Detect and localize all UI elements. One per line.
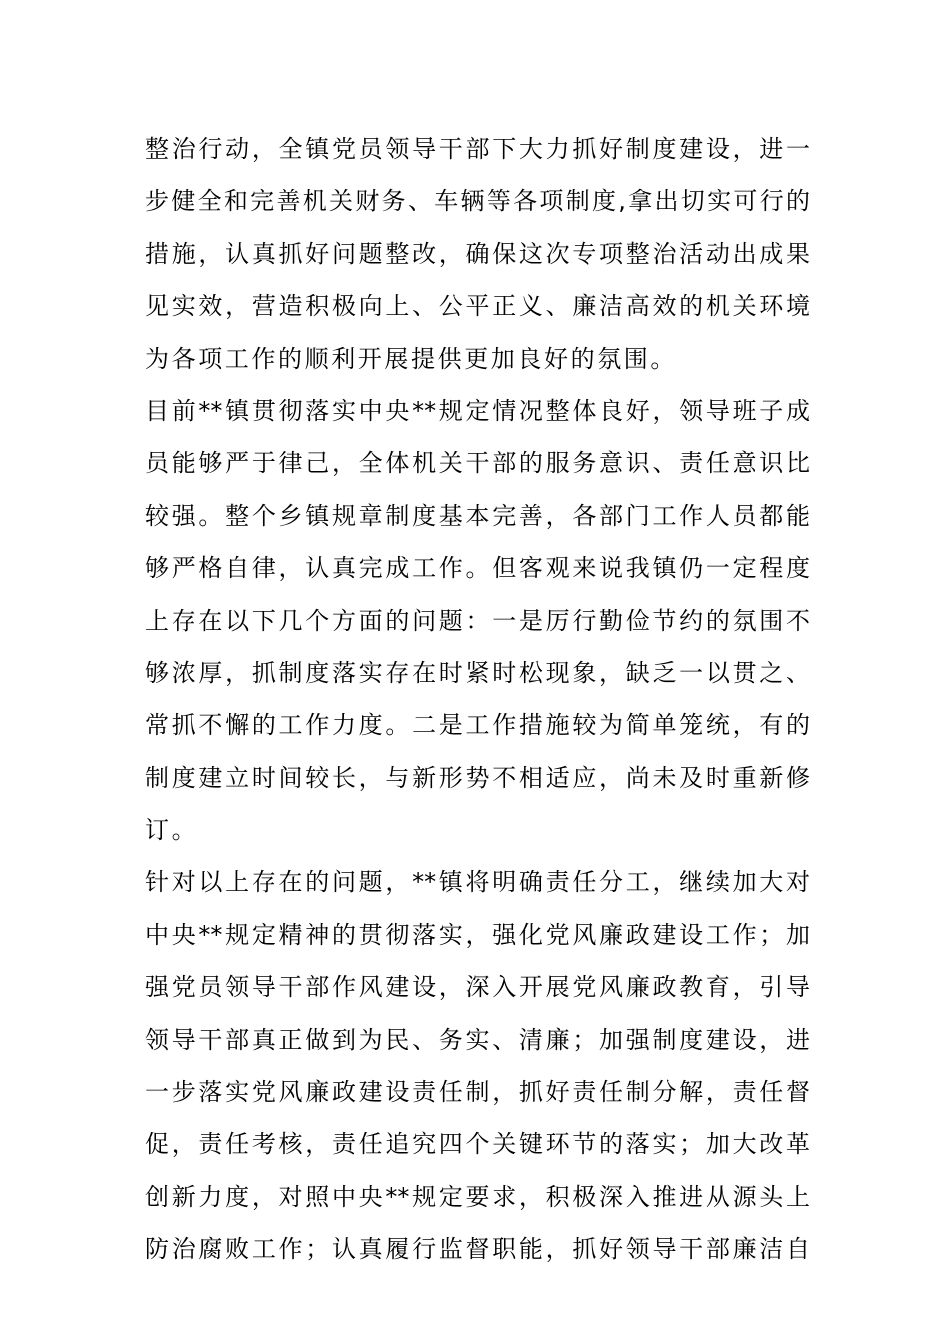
- paragraph-3: [145, 856, 810, 1275]
- text-line: 领导干部真正做到为民、务实、清廉；加强制度建设，进: [145, 1025, 810, 1054]
- text-line: 够严格自律，认真完成工作。但客观来说我镇仍一定程度: [145, 554, 810, 583]
- text-line: 创新力度，对照中央**规定要求，积极深入推进从源头上: [145, 1182, 810, 1211]
- paragraph-1: [145, 123, 810, 385]
- text-line: 防治腐败工作；认真履行监督职能，抓好领导干部廉洁自: [145, 1235, 810, 1264]
- text-line: 中央**规定精神的贯彻落实，强化党风廉政建设工作；加: [145, 920, 810, 949]
- text-line: 目前**镇贯彻落实中央**规定情况整体良好，领导班子成: [145, 396, 810, 425]
- text-line: 制度建立时间较长，与新形势不相适应，尚未及时重新修: [145, 763, 810, 792]
- text-line: 见实效，营造积极向上、公平正义、廉洁高效的机关环境: [145, 292, 810, 321]
- text-line: 强党员领导干部作风建设，深入开展党风廉政教育，引导: [145, 973, 810, 1002]
- text-line: 整治行动，全镇党员领导干部下大力抓好制度建设，进一: [145, 135, 810, 163]
- text-line: 步健全和完善机关财务、车辆等各项制度,拿出切实可行的: [145, 187, 810, 216]
- text-line: 为各项工作的顺利开展提供更加良好的氛围。: [145, 344, 677, 373]
- document-body: [145, 123, 810, 1276]
- text-line: 够浓厚，抓制度落实存在时紧时松现象，缺乏一以贯之、: [145, 658, 810, 687]
- paragraph-2: [145, 385, 810, 857]
- text-line: 一步落实党风廉政建设责任制，抓好责任制分解，责任督: [145, 1078, 810, 1107]
- text-line: 措施，认真抓好问题整改，确保这次专项整治活动出成果: [145, 239, 810, 268]
- text-line: 针对以上存在的问题，**镇将明确责任分工，继续加大对: [145, 868, 810, 897]
- text-line: 订。: [145, 816, 199, 845]
- text-line: 较强。整个乡镇规章制度基本完善，各部门工作人员都能: [145, 501, 810, 530]
- text-line: 促，责任考核，责任追究四个关键环节的落实；加大改革: [145, 1130, 810, 1159]
- text-line: 上存在以下几个方面的问题：一是厉行勤俭节约的氛围不: [145, 606, 810, 635]
- text-line: 常抓不懈的工作力度。二是工作措施较为简单笼统，有的: [145, 711, 810, 740]
- text-line: 员能够严于律己，全体机关干部的服务意识、责任意识比: [145, 449, 810, 478]
